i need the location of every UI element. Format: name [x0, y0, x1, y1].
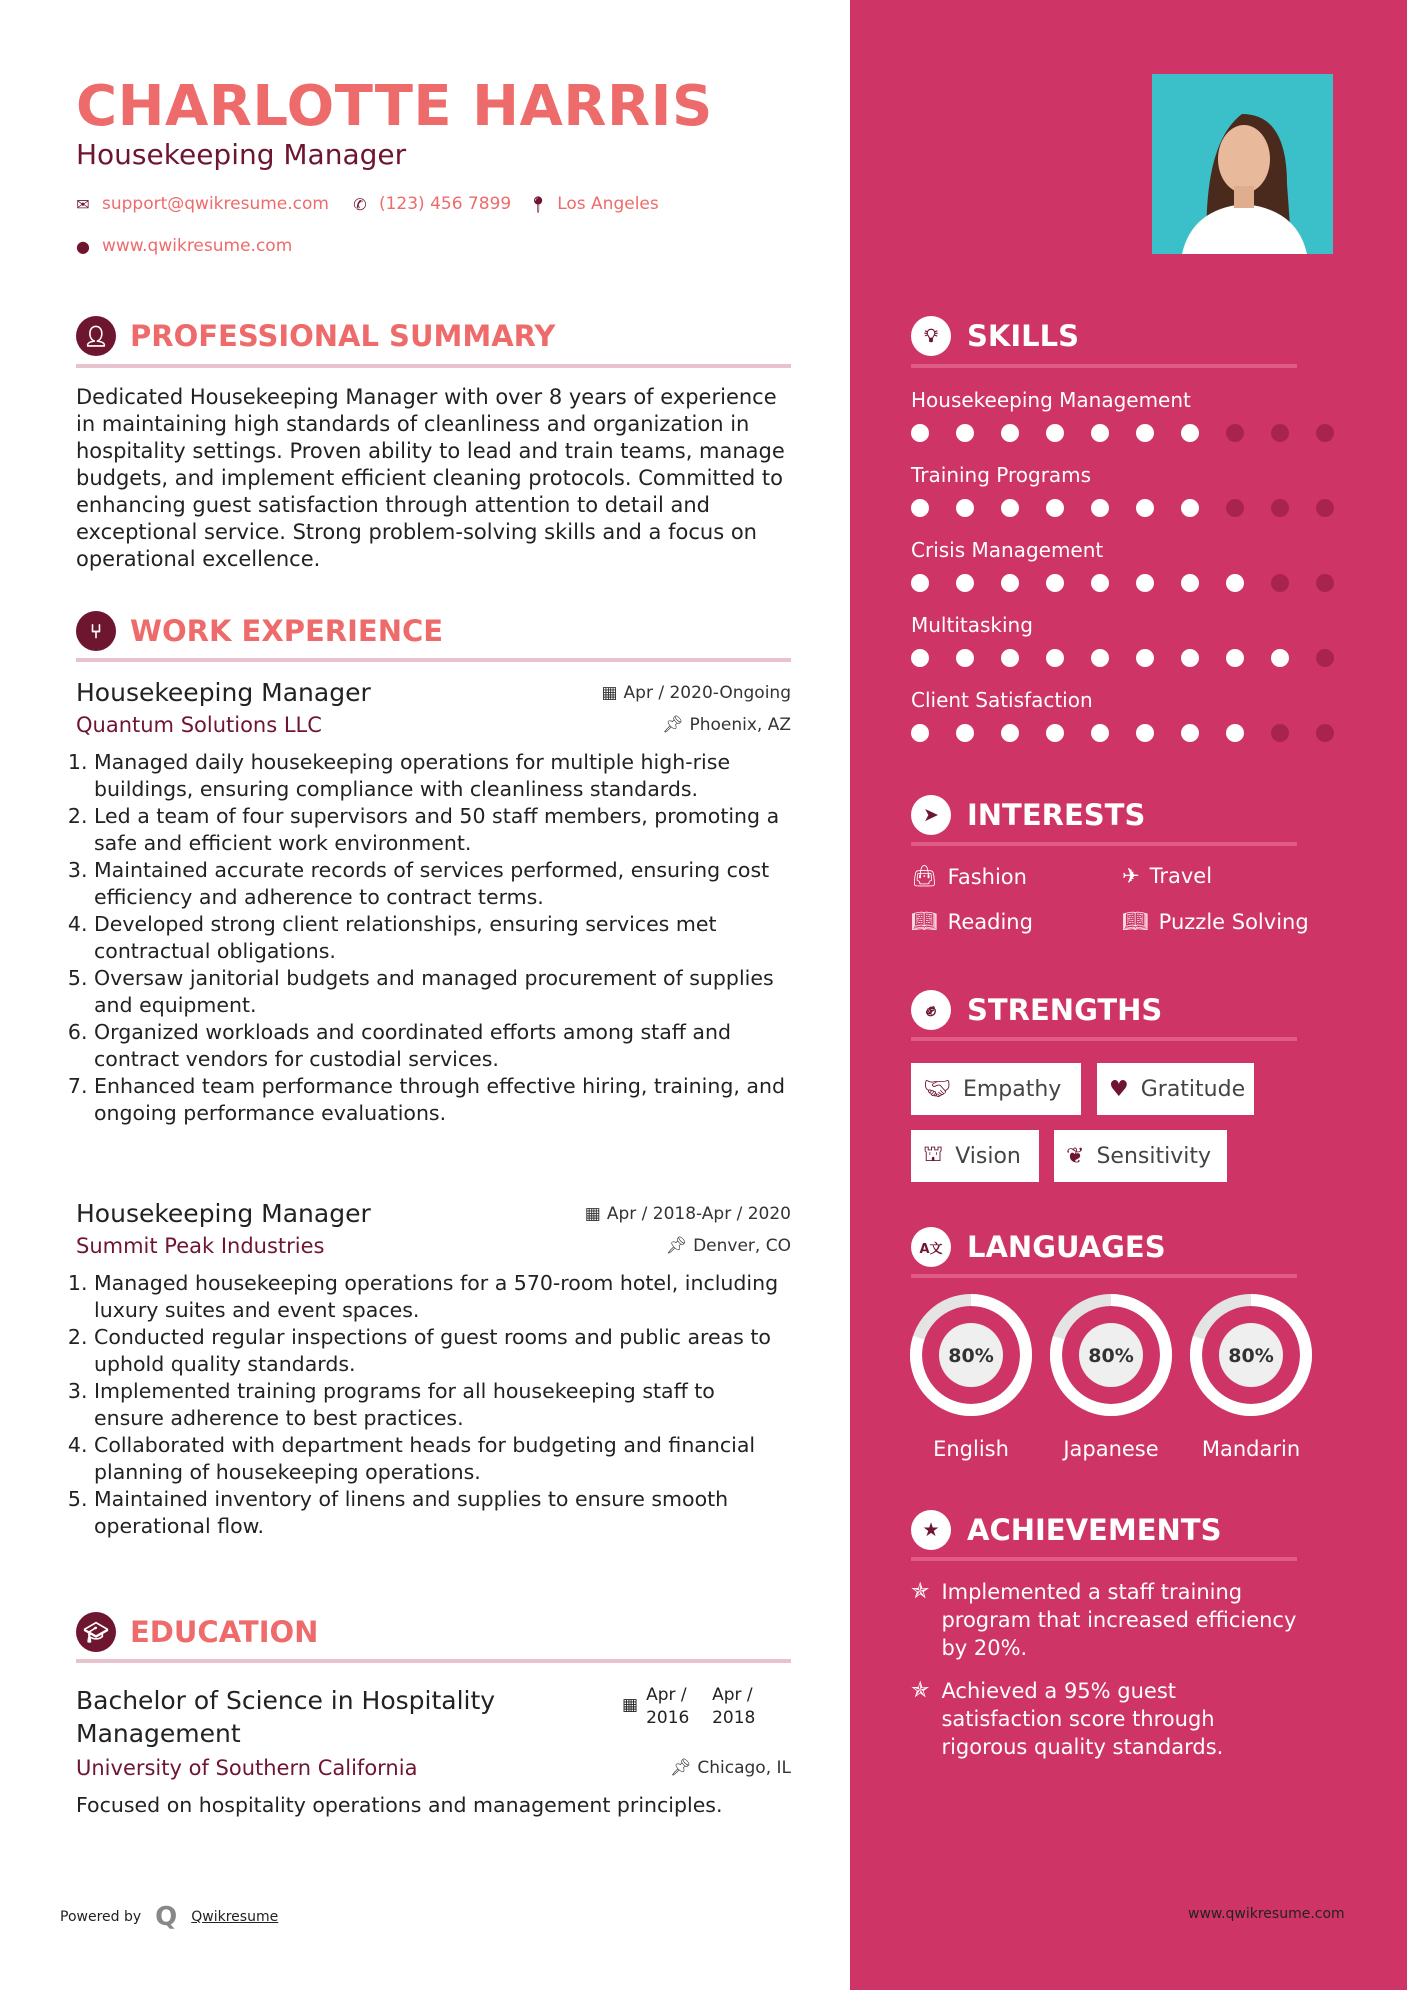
- language-ring: [1041, 1293, 1181, 1419]
- rating-dot-filled: [1136, 649, 1154, 667]
- list-item: 1. Managed daily housekeeping operations for multiple high-rise buildings, ensuring compliance with cleanliness standards.: [94, 749, 791, 803]
- language-name: Mandarin: [1201, 1437, 1301, 1461]
- interest-item: 📖︎ Puzzle Solving: [1122, 909, 1309, 934]
- degree-title: Bachelor of Science in Hospitality Management: [76, 1686, 496, 1748]
- summary-heading: 👤︎ PROFESSIONAL SUMMARY: [76, 316, 555, 356]
- brand-link[interactable]: Qwikresume: [191, 1909, 279, 1925]
- language-percent: 80%: [948, 1345, 994, 1367]
- skill-name: Crisis Management: [911, 538, 1104, 562]
- graduation-cap-icon: 🎓︎: [76, 1612, 116, 1652]
- shopping-bag-icon: 👜︎: [911, 864, 938, 888]
- start-date: Apr / 2016: [646, 1685, 690, 1728]
- rating-dot-empty: [1316, 499, 1334, 517]
- handshake-icon: 🤝︎: [923, 1076, 951, 1102]
- divider: [911, 1037, 1297, 1041]
- job-bullets: [76, 1270, 791, 1540]
- language-item: [1181, 1293, 1321, 1461]
- interests-heading: ➤ INTERESTS: [911, 795, 1145, 835]
- rating-dot-filled: [1181, 574, 1199, 592]
- strength-chip: ♥ Gratitude: [1097, 1063, 1254, 1115]
- achievements-heading: ★ ACHIEVEMENTS: [911, 1510, 1221, 1550]
- star-icon: ✯: [911, 1678, 930, 1703]
- list-item: 2. Conducted regular inspections of guest rooms and public areas to uphold quality standards.: [94, 1324, 791, 1378]
- job-location: Phoenix, AZ: [689, 715, 791, 735]
- envelope-icon: ✉: [76, 194, 90, 214]
- rating-dot-filled: [1091, 424, 1109, 442]
- skill-rating: [911, 424, 1334, 442]
- language-percent: 80%: [1228, 1345, 1274, 1367]
- rating-dot-filled: [1001, 724, 1019, 742]
- job-bullets: [76, 749, 791, 1127]
- skill-item: [911, 688, 1334, 763]
- rating-dot-filled: [1136, 424, 1154, 442]
- rating-dot-filled: [1046, 424, 1064, 442]
- rating-dot-filled: [1001, 499, 1019, 517]
- skill-rating: [911, 574, 1334, 592]
- company-name: Summit Peak Industries: [76, 1234, 325, 1258]
- skill-name: Client Satisfaction: [911, 688, 1093, 712]
- pin-icon: 📌︎: [661, 715, 684, 735]
- book-icon: 📖︎: [911, 909, 938, 933]
- language-name: Japanese: [1063, 1437, 1159, 1461]
- rating-dot-filled: [1001, 649, 1019, 667]
- rating-dot-empty: [1271, 574, 1289, 592]
- rating-dot-filled: [1226, 649, 1244, 667]
- phone-text: (123) 456 7899: [378, 194, 512, 214]
- powered-by-text: Powered by: [60, 1909, 142, 1925]
- achievement-item: ✯ Implemented a staff training program that increased efficiency by 20%.: [911, 1579, 1297, 1660]
- education-description: Focused on hospitality operations and management principles.: [76, 1793, 723, 1817]
- divider: [76, 364, 791, 368]
- job-title: Housekeeping Manager: [76, 678, 371, 707]
- rating-dot-filled: [956, 649, 974, 667]
- user-icon: 👤︎: [76, 316, 116, 356]
- skill-rating: [911, 649, 1334, 667]
- list-item: 4. Collaborated with department heads for budgeting and financial planning of housekeeping operations.: [94, 1432, 791, 1486]
- education-heading: 🎓︎ EDUCATION: [76, 1612, 318, 1652]
- rating-dot-empty: [1271, 724, 1289, 742]
- interest-item: 👜︎ Fashion: [911, 864, 1027, 889]
- footer-site[interactable]: www.qwikresume.com: [1188, 1906, 1345, 1922]
- list-item: 7. Enhanced team performance through effective hiring, training, and ongoing performance evaluations.: [94, 1073, 791, 1127]
- globe-icon: ●: [76, 236, 90, 256]
- rating-dot-empty: [1271, 424, 1289, 442]
- job-entry: [76, 678, 791, 1127]
- language-icon: A文: [911, 1227, 951, 1267]
- divider: [911, 364, 1297, 368]
- rating-dot-filled: [911, 499, 929, 517]
- rating-dot-filled: [911, 649, 929, 667]
- rating-dot-filled: [1001, 574, 1019, 592]
- list-item: 5. Oversaw janitorial budgets and managed procurement of supplies and equipment.: [94, 965, 791, 1019]
- rating-dot-empty: [1316, 424, 1334, 442]
- calendar-icon: ▦: [601, 682, 618, 703]
- list-item: 3. Implemented training programs for all housekeeping staff to ensure adherence to best practices.: [94, 1378, 791, 1432]
- list-item: 6. Organized workloads and coordinated efforts among staff and contract vendors for custodial services.: [94, 1019, 791, 1073]
- skill-item: [911, 538, 1334, 613]
- rating-dot-filled: [1046, 499, 1064, 517]
- end-date: Apr / 2018: [712, 1685, 756, 1728]
- strength-chip: 🤝︎ Empathy: [911, 1063, 1081, 1115]
- rating-dot-filled: [1091, 574, 1109, 592]
- phone-icon: ✆: [353, 194, 367, 214]
- strengths-heading: ✊︎ STRENGTHS: [911, 990, 1162, 1030]
- skill-rating: [911, 499, 1334, 517]
- rating-dot-filled: [1046, 574, 1064, 592]
- rating-dot-filled: [1181, 649, 1199, 667]
- rating-dot-filled: [1181, 424, 1199, 442]
- rating-dot-filled: [1046, 724, 1064, 742]
- school-name: University of Southern California: [76, 1756, 418, 1780]
- job-dates: Apr / 2020-Ongoing: [623, 682, 791, 703]
- rating-dot-filled: [911, 724, 929, 742]
- candidate-title: Housekeeping Manager: [76, 138, 407, 171]
- pin-icon: 📌︎: [669, 1758, 692, 1778]
- fist-icon: ✊︎: [911, 990, 951, 1030]
- chair-icon: ⑂: [76, 611, 116, 651]
- language-item: [901, 1293, 1041, 1461]
- divider: [76, 658, 791, 662]
- map-pin-icon: 📍︎: [528, 194, 549, 214]
- rating-dot-filled: [1001, 424, 1019, 442]
- job-location: Denver, CO: [693, 1236, 791, 1256]
- website-row: [72, 236, 292, 256]
- rating-dot-filled: [1136, 499, 1154, 517]
- rating-dot-filled: [1091, 724, 1109, 742]
- skills-heading: 💡︎ SKILLS: [911, 316, 1079, 356]
- rating-dot-empty: [1271, 499, 1289, 517]
- strength-chip: ⛫ Vision: [911, 1130, 1039, 1182]
- pin-icon: 📌︎: [665, 1236, 688, 1256]
- rating-dot-empty: [1316, 574, 1334, 592]
- rating-dot-filled: [1226, 574, 1244, 592]
- list-item: 5. Maintained inventory of linens and supplies to ensure smooth operational flow.: [94, 1486, 791, 1540]
- summary-text: Dedicated Housekeeping Manager with over 8 years of experience in maintaining high standards of cleanliness and organization in hospitality settings. Proven ability to lead and train teams, manage budgets, and implement efficient cleaning protocols. Committed to enhancing guest satisfaction through attention to detail and exceptional service. Strong problem-solving skills and a focus on operational excellence.: [76, 385, 785, 571]
- rating-dot-filled: [911, 574, 929, 592]
- paper-plane-icon: ➤: [911, 795, 951, 835]
- skill-rating: [911, 724, 1334, 742]
- rating-dot-empty: [1316, 649, 1334, 667]
- rating-dot-filled: [956, 424, 974, 442]
- divider: [911, 1274, 1297, 1278]
- rating-dot-filled: [911, 424, 929, 442]
- book-icon: 📖︎: [1122, 909, 1149, 933]
- list-item: 3. Maintained accurate records of services performed, ensuring cost efficiency and adherence to contract terms.: [94, 857, 791, 911]
- language-name: English: [933, 1437, 1009, 1461]
- star-badge-icon: ★: [911, 1510, 951, 1550]
- divider: [911, 1557, 1297, 1561]
- rating-dot-empty: [1316, 724, 1334, 742]
- website-link[interactable]: www.qwikresume.com: [102, 236, 293, 256]
- profile-photo: [1152, 74, 1333, 254]
- calendar-icon: ▦: [584, 1203, 601, 1224]
- company-name: Quantum Solutions LLC: [76, 713, 322, 737]
- plane-icon: ✈: [1122, 864, 1140, 888]
- language-ring: [1181, 1293, 1321, 1419]
- location-text: Los Angeles: [557, 194, 659, 214]
- rating-dot-filled: [1181, 724, 1199, 742]
- strength-chip: ❦ Sensitivity: [1054, 1130, 1227, 1182]
- qwikresume-logo-icon: Q: [155, 1902, 178, 1932]
- footer-brand: [60, 1902, 278, 1932]
- skills-list: [911, 388, 1334, 763]
- languages-list: [901, 1293, 1321, 1473]
- rating-dot-filled: [1091, 499, 1109, 517]
- list-item: 2. Led a team of four supervisors and 50 staff members, promoting a safe and efficient work environment.: [94, 803, 791, 857]
- education-dates: [622, 1684, 770, 1730]
- rating-dot-empty: [1226, 424, 1244, 442]
- achievement-item: ✯ Achieved a 95% guest satisfaction score through rigorous quality standards.: [911, 1678, 1224, 1759]
- list-item: 1. Managed housekeeping operations for a 570-room hotel, including luxury suites and event spaces.: [94, 1270, 791, 1324]
- rating-dot-filled: [956, 499, 974, 517]
- rating-dot-empty: [1226, 499, 1244, 517]
- languages-heading: A文 LANGUAGES: [911, 1227, 1166, 1267]
- heart-icon: ♥: [1109, 1076, 1129, 1102]
- email-link[interactable]: support@qwikresume.com: [102, 194, 329, 214]
- skill-name: Training Programs: [911, 463, 1092, 487]
- rating-dot-filled: [1091, 649, 1109, 667]
- skill-item: [911, 388, 1334, 463]
- rating-dot-filled: [1271, 649, 1289, 667]
- skill-item: [911, 463, 1334, 538]
- rating-dot-filled: [956, 574, 974, 592]
- language-percent: 80%: [1088, 1345, 1134, 1367]
- skill-item: [911, 613, 1334, 688]
- rating-dot-filled: [1046, 649, 1064, 667]
- leaf-icon: ❦: [1066, 1143, 1085, 1169]
- star-icon: ✯: [911, 1579, 930, 1604]
- person-photo-icon: [1152, 74, 1333, 254]
- rating-dot-filled: [956, 724, 974, 742]
- school-location: 📌︎ Chicago, IL: [669, 1758, 791, 1778]
- skill-name: Housekeeping Management: [911, 388, 1191, 412]
- job-dates: Apr / 2018-Apr / 2020: [606, 1203, 791, 1224]
- interest-item: 📖︎ Reading: [911, 909, 1033, 934]
- language-ring: [901, 1293, 1041, 1419]
- job-title: Housekeeping Manager: [76, 1199, 371, 1228]
- interest-item: ✈ Travel: [1122, 864, 1213, 888]
- divider: [76, 1659, 791, 1663]
- experience-heading: ⑂ WORK EXPERIENCE: [76, 611, 443, 651]
- binoculars-icon: ⛫: [923, 1142, 944, 1167]
- lightbulb-icon: 💡︎: [911, 316, 951, 356]
- calendar-icon: ▦: [622, 1695, 639, 1715]
- language-item: [1041, 1293, 1181, 1461]
- skill-name: Multitasking: [911, 613, 1033, 637]
- rating-dot-filled: [1181, 499, 1199, 517]
- rating-dot-filled: [1136, 574, 1154, 592]
- contact-row: [72, 194, 659, 214]
- divider: [911, 842, 1297, 846]
- candidate-name: CHARLOTTE HARRIS: [76, 74, 713, 139]
- list-item: 4. Developed strong client relationships, ensuring services met contractual obligations.: [94, 911, 791, 965]
- rating-dot-filled: [1136, 724, 1154, 742]
- rating-dot-filled: [1226, 724, 1244, 742]
- job-entry: [76, 1199, 791, 1540]
